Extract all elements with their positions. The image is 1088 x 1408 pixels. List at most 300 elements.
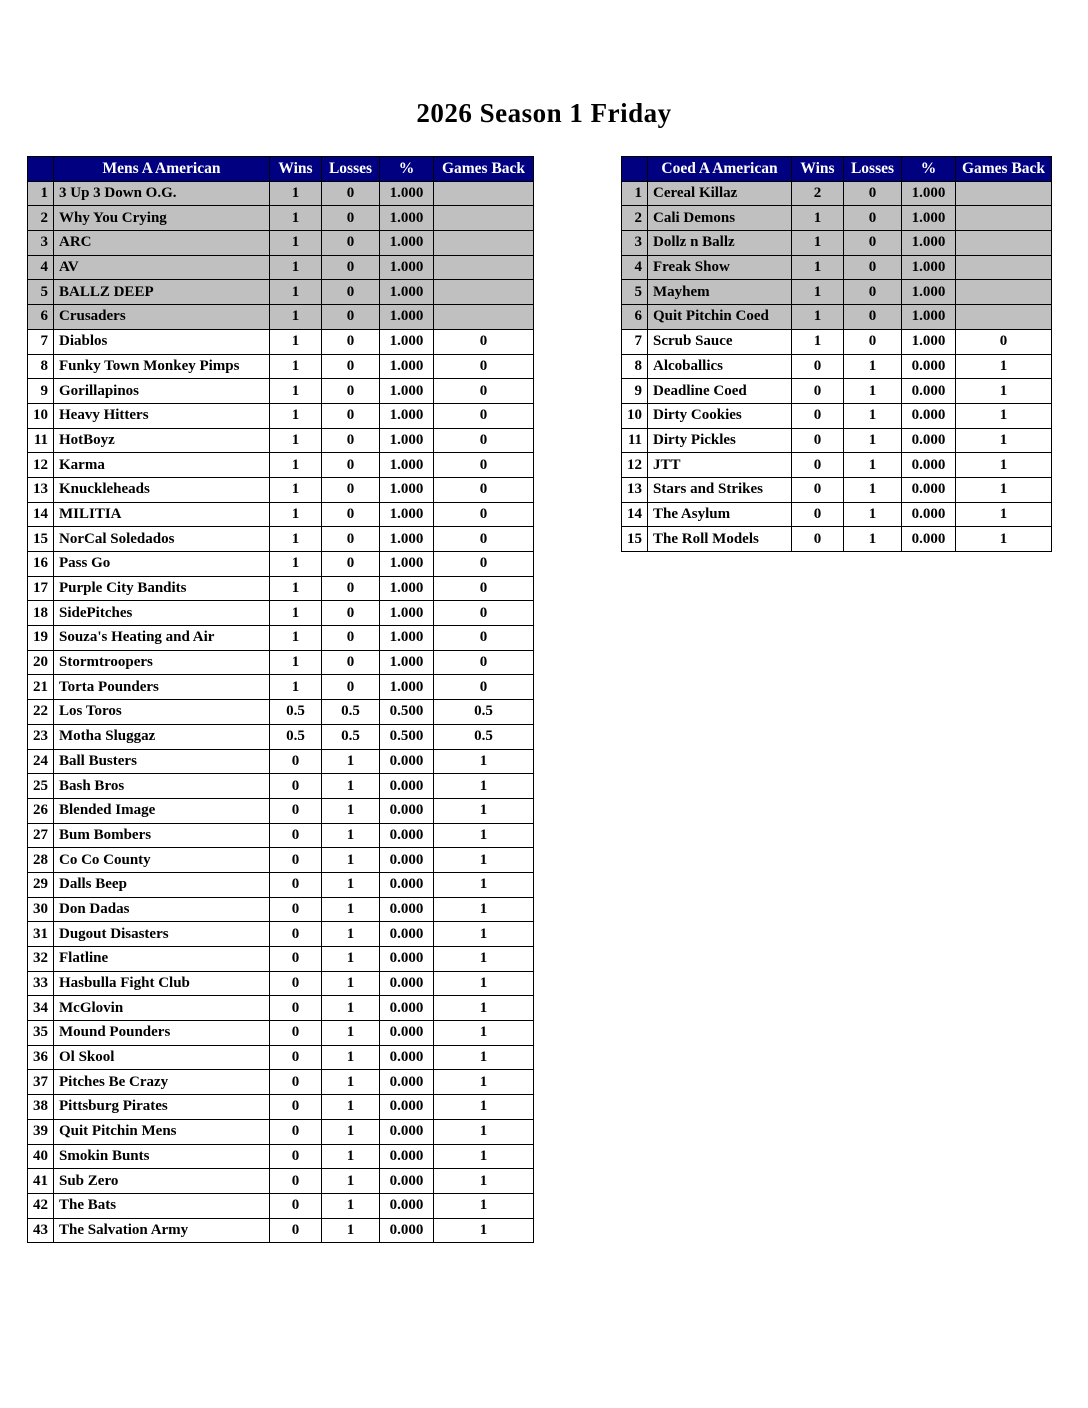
games-back-cell: 1 [956,453,1052,478]
team-name: Sub Zero [54,1169,270,1194]
pct-cell: 0.000 [380,996,434,1021]
wins-cell: 0 [270,971,322,996]
table-row [28,798,534,823]
wins-cell: 1 [270,601,322,626]
games-back-cell: 0 [434,453,534,478]
wins-cell: 0 [270,1218,322,1243]
wins-cell: 0 [270,823,322,848]
table-row [28,181,534,206]
rank-cell: 25 [28,774,54,799]
table-row [28,527,534,552]
table-row [622,329,1052,354]
rank-cell: 1 [622,181,648,206]
wins-cell: 1 [792,255,844,280]
pct-cell: 0.000 [902,453,956,478]
wins-cell: 0 [270,1021,322,1046]
games-back-cell: 1 [434,1045,534,1070]
table-row [28,971,534,996]
table-row [28,305,534,330]
wins-cell: 0 [270,872,322,897]
pct-cell: 1.000 [380,453,434,478]
pct-cell: 0.000 [902,477,956,502]
pct-cell: 0.000 [380,1021,434,1046]
pct-cell: 1.000 [380,552,434,577]
games-back-cell: 1 [434,996,534,1021]
rank-cell: 7 [622,329,648,354]
table-row [28,922,534,947]
losses-cell: 0 [844,305,902,330]
wins-cell: 1 [792,305,844,330]
team-name: SidePitches [54,601,270,626]
table-row [622,428,1052,453]
losses-cell: 0 [322,206,380,231]
team-name: Stars and Strikes [648,477,792,502]
table-row [28,996,534,1021]
losses-cell: 0 [844,255,902,280]
team-name: Gorillapinos [54,379,270,404]
games-back-cell: 0 [434,527,534,552]
pct-cell: 1.000 [380,329,434,354]
rank-cell: 5 [28,280,54,305]
team-name: Crusaders [54,305,270,330]
table-row [28,700,534,725]
table-row [622,206,1052,231]
rank-cell: 15 [28,527,54,552]
games-back-cell [956,255,1052,280]
table-row [622,255,1052,280]
mens-standings-table [27,156,534,1243]
losses-cell: 0 [322,403,380,428]
table-row [28,650,534,675]
games-back-cell: 1 [434,1218,534,1243]
pct-cell: 0.000 [902,379,956,404]
losses-cell: 1 [844,379,902,404]
losses-cell: 0 [322,354,380,379]
games-back-cell: 0 [434,675,534,700]
pct-cell: 1.000 [380,601,434,626]
games-back-cell: 0.5 [434,700,534,725]
wins-cell: 0 [270,922,322,947]
table-row [28,1193,534,1218]
wins-cell: 0 [792,379,844,404]
pct-cell: 0.500 [380,700,434,725]
wins-cell: 0.5 [270,724,322,749]
losses-cell: 1 [322,848,380,873]
rank-cell: 12 [622,453,648,478]
team-name: Cereal Killaz [648,181,792,206]
table-row [28,576,534,601]
team-name: Cali Demons [648,206,792,231]
rank-cell: 27 [28,823,54,848]
wins-cell: 0.5 [270,700,322,725]
pct-cell: 1.000 [380,502,434,527]
rank-cell: 21 [28,675,54,700]
team-name: The Salvation Army [54,1218,270,1243]
pct-cell: 0.000 [902,527,956,552]
wins-cell: 1 [270,354,322,379]
rank-cell: 42 [28,1193,54,1218]
table-row [28,231,534,256]
games-back-cell: 1 [434,1095,534,1120]
losses-cell: 0 [322,626,380,651]
losses-cell: 1 [844,354,902,379]
losses-cell: 0 [322,280,380,305]
page-title: 2026 Season 1 Friday [416,98,672,128]
team-name: Karma [54,453,270,478]
rank-cell: 9 [622,379,648,404]
table-row [28,1070,534,1095]
pct-cell: 0.000 [380,1095,434,1120]
table-row [28,428,534,453]
pct-cell: 0.000 [380,947,434,972]
games-back-cell: 1 [956,428,1052,453]
rank-cell: 33 [28,971,54,996]
pct-cell: 1.000 [380,379,434,404]
team-name: Flatline [54,947,270,972]
team-name: Smokin Bunts [54,1144,270,1169]
wins-cell: 0 [270,1045,322,1070]
pct-cell: 0.000 [380,1045,434,1070]
header-row [622,157,1052,182]
losses-cell: 1 [322,897,380,922]
rank-cell: 2 [622,206,648,231]
rank-cell: 41 [28,1169,54,1194]
table-row [28,626,534,651]
table-row [28,354,534,379]
games-back-cell [434,206,534,231]
table-row [622,502,1052,527]
table-row [28,1119,534,1144]
games-back-cell: 1 [434,823,534,848]
pct-cell: 1.000 [380,527,434,552]
games-back-cell [956,206,1052,231]
pct-header: % [902,157,956,182]
losses-cell: 0.5 [322,700,380,725]
pct-cell: 1.000 [380,675,434,700]
losses-cell: 1 [322,1045,380,1070]
pct-cell: 0.000 [380,922,434,947]
games-back-cell: 0 [434,552,534,577]
rank-cell: 24 [28,749,54,774]
losses-cell: 1 [844,527,902,552]
coed-standings-table [621,156,1052,552]
games-back-cell: 1 [434,872,534,897]
rank-cell: 13 [622,477,648,502]
team-name: Co Co County [54,848,270,873]
wins-cell: 1 [270,453,322,478]
losses-cell: 0 [322,255,380,280]
team-name: Motha Sluggaz [54,724,270,749]
rank-cell: 11 [622,428,648,453]
losses-header: Losses [322,157,380,182]
losses-cell: 0 [322,527,380,552]
wins-header: Wins [792,157,844,182]
wins-cell: 0 [792,502,844,527]
table-row [622,379,1052,404]
pct-cell: 1.000 [380,206,434,231]
pct-cell: 1.000 [380,626,434,651]
losses-cell: 1 [322,1070,380,1095]
rank-cell: 12 [28,453,54,478]
table-row [622,453,1052,478]
losses-cell: 0 [322,453,380,478]
team-name: BALLZ DEEP [54,280,270,305]
table-row [28,379,534,404]
pct-cell: 0.000 [902,354,956,379]
games-back-cell: 0 [434,650,534,675]
team-name: Quit Pitchin Coed [648,305,792,330]
pct-cell: 1.000 [902,206,956,231]
losses-cell: 1 [844,502,902,527]
team-name: The Roll Models [648,527,792,552]
team-name: Dalls Beep [54,872,270,897]
losses-cell: 1 [844,477,902,502]
rank-cell: 8 [622,354,648,379]
team-name: 3 Up 3 Down O.G. [54,181,270,206]
table-row [622,527,1052,552]
rank-column-header [28,157,54,182]
games-back-cell: 0 [434,477,534,502]
team-name: Ol Skool [54,1045,270,1070]
pct-cell: 0.000 [380,749,434,774]
team-name: Deadline Coed [648,379,792,404]
team-name: Pittsburg Pirates [54,1095,270,1120]
pct-cell: 0.000 [902,502,956,527]
table-row [622,477,1052,502]
team-name: Bum Bombers [54,823,270,848]
games-back-cell: 1 [434,922,534,947]
team-name: Mound Pounders [54,1021,270,1046]
wins-cell: 1 [270,255,322,280]
team-name: Souza's Heating and Air [54,626,270,651]
losses-cell: 0 [844,181,902,206]
losses-cell: 0 [844,280,902,305]
pct-cell: 0.000 [902,403,956,428]
wins-cell: 0 [270,1095,322,1120]
games-back-cell: 1 [434,947,534,972]
pct-cell: 0.000 [380,1144,434,1169]
table-row [28,947,534,972]
team-name: McGlovin [54,996,270,1021]
rank-cell: 11 [28,428,54,453]
losses-cell: 1 [322,996,380,1021]
team-name: Alcoballics [648,354,792,379]
rank-cell: 26 [28,798,54,823]
team-name: Torta Pounders [54,675,270,700]
losses-cell: 1 [322,1169,380,1194]
wins-cell: 1 [792,280,844,305]
wins-cell: 0 [270,1070,322,1095]
pct-cell: 0.000 [380,872,434,897]
pct-cell: 0.000 [380,798,434,823]
rank-cell: 37 [28,1070,54,1095]
wins-cell: 0 [792,403,844,428]
games-back-cell: 1 [434,774,534,799]
pct-cell: 1.000 [380,477,434,502]
wins-cell: 1 [792,231,844,256]
losses-cell: 0 [844,206,902,231]
rank-cell: 4 [28,255,54,280]
team-name: Los Toros [54,700,270,725]
losses-cell: 0 [322,552,380,577]
losses-cell: 1 [322,823,380,848]
division-header: Mens A American [54,157,270,182]
table-row [28,1045,534,1070]
pct-cell: 0.000 [380,1218,434,1243]
wins-cell: 1 [270,552,322,577]
losses-cell: 1 [322,749,380,774]
games-back-cell: 0.5 [434,724,534,749]
table-row [28,329,534,354]
team-name: ARC [54,231,270,256]
pct-cell: 1.000 [380,576,434,601]
wins-cell: 0 [270,1169,322,1194]
table-row [28,1144,534,1169]
table-row [28,552,534,577]
losses-cell: 1 [322,1218,380,1243]
rank-cell: 38 [28,1095,54,1120]
games-back-cell [956,181,1052,206]
rank-cell: 10 [622,403,648,428]
wins-cell: 0 [792,477,844,502]
rank-cell: 34 [28,996,54,1021]
losses-cell: 1 [844,453,902,478]
wins-cell: 0 [270,1193,322,1218]
losses-cell: 0 [322,576,380,601]
pct-cell: 1.000 [380,650,434,675]
wins-cell: 0 [792,453,844,478]
rank-cell: 8 [28,354,54,379]
rank-cell: 13 [28,477,54,502]
pct-cell: 1.000 [902,231,956,256]
table-row [28,1021,534,1046]
rank-cell: 30 [28,897,54,922]
rank-cell: 35 [28,1021,54,1046]
table-row [28,255,534,280]
wins-cell: 1 [270,329,322,354]
games-back-cell: 1 [434,1144,534,1169]
rank-cell: 39 [28,1119,54,1144]
games-back-cell: 1 [956,527,1052,552]
games-back-cell: 1 [434,1169,534,1194]
pct-cell: 0.000 [380,774,434,799]
wins-cell: 0 [792,354,844,379]
losses-cell: 0 [322,650,380,675]
wins-cell: 1 [792,206,844,231]
losses-cell: 0.5 [322,724,380,749]
losses-cell: 1 [322,798,380,823]
team-name: MILITIA [54,502,270,527]
table-row [28,774,534,799]
rank-cell: 16 [28,552,54,577]
pct-cell: 1.000 [380,255,434,280]
wins-cell: 0 [270,774,322,799]
wins-cell: 0 [270,996,322,1021]
pct-cell: 0.000 [380,1193,434,1218]
team-name: Funky Town Monkey Pimps [54,354,270,379]
pct-header: % [380,157,434,182]
wins-cell: 1 [270,181,322,206]
rank-cell: 6 [622,305,648,330]
header-row [28,157,534,182]
games-back-cell: 0 [956,329,1052,354]
team-name: HotBoyz [54,428,270,453]
games-back-header: Games Back [956,157,1052,182]
games-back-cell: 1 [434,1119,534,1144]
rank-cell: 1 [28,181,54,206]
table-row [28,1169,534,1194]
games-back-cell: 0 [434,601,534,626]
wins-cell: 1 [270,231,322,256]
wins-cell: 1 [792,329,844,354]
wins-cell: 1 [270,305,322,330]
rank-cell: 7 [28,329,54,354]
games-back-cell: 1 [956,477,1052,502]
losses-cell: 0 [322,379,380,404]
losses-cell: 0 [322,428,380,453]
games-back-cell: 1 [434,971,534,996]
losses-cell: 0 [322,601,380,626]
team-name: Dirty Pickles [648,428,792,453]
team-name: Scrub Sauce [648,329,792,354]
table-row [28,601,534,626]
team-name: Heavy Hitters [54,403,270,428]
team-name: Dirty Cookies [648,403,792,428]
games-back-cell [434,181,534,206]
wins-cell: 1 [270,502,322,527]
losses-cell: 0 [322,305,380,330]
games-back-cell: 0 [434,626,534,651]
rank-cell: 31 [28,922,54,947]
games-back-cell [434,305,534,330]
losses-cell: 0 [322,477,380,502]
wins-header: Wins [270,157,322,182]
games-back-cell [434,231,534,256]
games-back-cell: 0 [434,403,534,428]
pct-cell: 1.000 [380,181,434,206]
team-name: NorCal Soledados [54,527,270,552]
wins-cell: 0 [270,897,322,922]
team-name: Don Dadas [54,897,270,922]
losses-cell: 1 [844,403,902,428]
losses-cell: 1 [322,774,380,799]
table-row [622,403,1052,428]
table-row [28,749,534,774]
team-name: Why You Crying [54,206,270,231]
table-row [28,848,534,873]
rank-column-header [622,157,648,182]
wins-cell: 0 [270,798,322,823]
pct-cell: 1.000 [902,181,956,206]
team-name: Hasbulla Fight Club [54,971,270,996]
losses-header: Losses [844,157,902,182]
team-name: Pitches Be Crazy [54,1070,270,1095]
team-name: Dollz n Ballz [648,231,792,256]
games-back-cell [956,280,1052,305]
rank-cell: 40 [28,1144,54,1169]
team-name: Freak Show [648,255,792,280]
losses-cell: 1 [322,947,380,972]
games-back-cell: 0 [434,329,534,354]
games-back-cell: 0 [434,354,534,379]
wins-cell: 1 [270,206,322,231]
pct-cell: 1.000 [902,329,956,354]
team-name: Quit Pitchin Mens [54,1119,270,1144]
pct-cell: 1.000 [380,231,434,256]
games-back-cell: 1 [434,897,534,922]
losses-cell: 1 [322,1193,380,1218]
pct-cell: 0.000 [380,897,434,922]
